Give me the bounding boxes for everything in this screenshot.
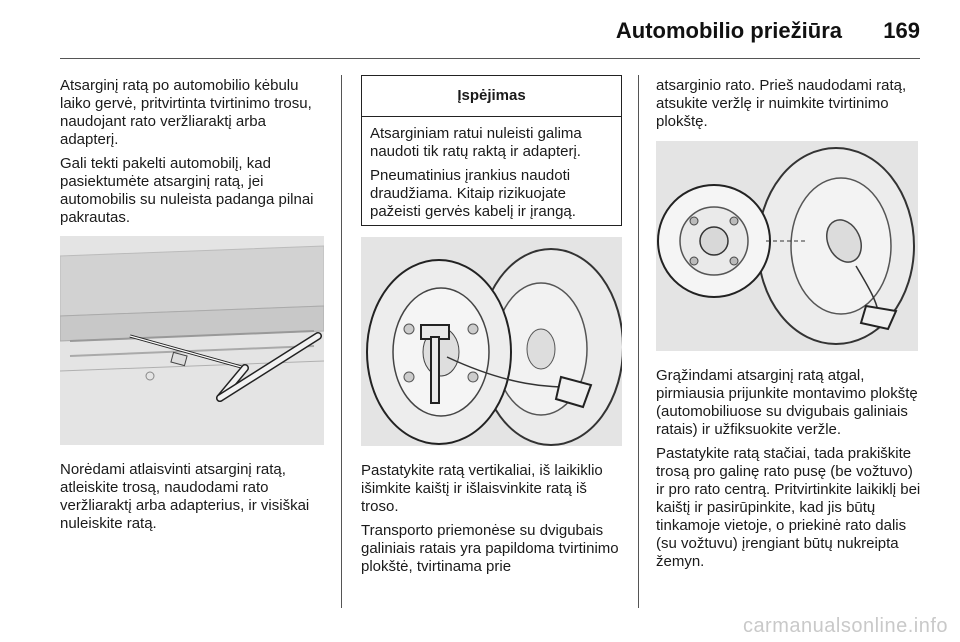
warning-title: Įspėjimas — [362, 76, 621, 117]
mounting-plate-illustration — [656, 141, 918, 351]
watermark: carmanualsonline.info — [742, 615, 948, 637]
column-divider-1 — [341, 75, 342, 608]
mounting-plate-drawing — [656, 141, 918, 351]
paragraph: Atsarginiam ratui nuleisti galima naudoti tik ratų raktą ir adapterį. — [370, 125, 582, 160]
winch-wrench-drawing — [60, 236, 324, 445]
paragraph: Gali tekti pakelti automobilį, kad pasiektumėte atsarginį ratą, jei automobilis su nuleista padanga pilnai pakrautas. — [60, 155, 314, 226]
paragraph: Norėdami atlaisvinti atsarginį ratą, atleiskite trosą, naudodami rato veržliaraktį arba adapterius, ir visiškai nuleiskite ratą. — [60, 461, 310, 532]
column-3-top-text — [656, 77, 924, 137]
column-divider-2 — [638, 75, 639, 608]
paragraph: Pastatykite ratą vertikaliai, iš laikiklio išimkite kaištį ir išlaisvinkite ratą iš troso. — [361, 462, 603, 515]
spare-wheel-release-illustration — [361, 237, 622, 446]
paragraph: Grąžindami atsarginį ratą atgal, pirmiausia prijunkite montavimo plokštę (automobiliuose su dvigubais galiniais ratais) ir užfiksuokite veržle. — [656, 367, 918, 438]
column-1-top-text — [60, 77, 326, 233]
chapter-title: Automobilio priežiūra — [615, 18, 842, 43]
header-divider — [60, 58, 920, 59]
column-1-bottom-text — [60, 461, 326, 539]
warning-box — [361, 75, 622, 226]
column-2-text — [361, 462, 623, 582]
paragraph: Pneumatinius įrankius naudoti draudžiama. Kitaip rizikuojate pažeisti gervės kabelį ir įrangą. — [370, 167, 576, 220]
page-number: 169 — [883, 18, 920, 43]
column-3-bottom-text — [656, 367, 924, 577]
paragraph: atsarginio rato. Prieš naudodami ratą, atsukite veržlę ir nuimkite tvirtinimo plokštę. — [656, 77, 907, 130]
spare-wheel-release-drawing — [361, 237, 622, 446]
warning-body — [362, 117, 621, 221]
paragraph: Transporto priemonėse su dvigubais galiniais ratais yra papildoma tvirtinimo plokštė, tvirtinama prie — [361, 522, 619, 575]
page-header — [0, 0, 960, 60]
winch-wrench-illustration — [60, 236, 324, 445]
paragraph: Atsarginį ratą po automobilio kėbulu laiko gervė, pritvirtinta tvirtinimo trosu, naudojant rato veržliaraktį arba adapterį. — [60, 77, 312, 148]
paragraph: Pastatykite ratą stačiai, tada prakiškite trosą pro galinę rato pusę (be vožtuvo) ir pro rato centrą. Pritvirtinkite laikiklį bei kaištį ir pasirūpinkite, kad jis būtų tinkamoje vietoje, o priekinė rato dalis (su vožtuvu) įrengiant būtų nukreipta žemyn. — [656, 445, 921, 570]
